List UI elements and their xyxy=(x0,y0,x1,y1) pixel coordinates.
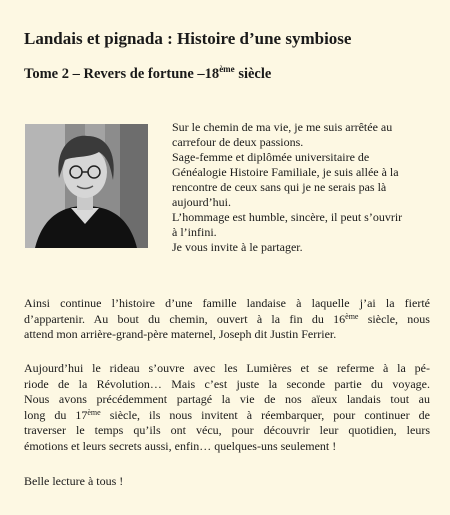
paragraph-line: Aujourd’hui le rideau s’ouvre avec les Lumières et se referme à la pé- xyxy=(24,361,430,375)
paragraph-line: émotions et leurs secrets aussi, enfin… quelques-uns seulement ! xyxy=(24,438,337,453)
paragraph-line xyxy=(24,312,430,328)
subtitle-prefix: Tome 2 – Revers de fortune –18 xyxy=(24,66,220,82)
closing-line: Belle lecture à tous ! xyxy=(24,474,124,488)
paragraph-text: long du 17 xyxy=(24,407,88,422)
intro-line: Sur le chemin de ma vie, je me suis arrêtée au xyxy=(172,120,393,134)
paragraph-line: attend mon arrière-grand-père maternel, Joseph dit Justin Ferrier. xyxy=(24,327,337,341)
intro-line: carrefour de deux passions. xyxy=(172,135,304,149)
intro-line: Généalogie Histoire Familiale, je suis allée à la xyxy=(172,165,399,179)
paragraph-line: Nous avons précédemment partagé la vie de nos aïeux landais tout au xyxy=(24,392,430,406)
book-subtitle xyxy=(24,64,434,84)
paragraph-line xyxy=(24,408,430,424)
paragraph-family-history xyxy=(24,296,430,343)
intro-line: L’hommage est humble, sincère, il peut s’ouvrir xyxy=(172,210,403,224)
superscript: ème xyxy=(345,311,359,321)
paragraph-text: siècle, nous xyxy=(358,311,430,326)
intro-line: rencontre de ceux sans qui je ne serais pas là xyxy=(172,180,387,194)
paragraph-text: siècle, ils nous invitent à réembarquer, pour continuer de xyxy=(100,407,430,422)
paragraph-line: riode de la Révolution… Mais c’est juste la seconde partie du voyage. xyxy=(24,376,430,391)
author-portrait-image xyxy=(25,124,148,248)
paragraph-line: traverser le temps qu’ils ont vécu, pour découvrir leur quotidien, leurs xyxy=(24,423,430,437)
paragraph-line: Ainsi continue l’histoire d’une famille landaise à laquelle j’ai la fierté xyxy=(24,296,430,310)
paragraph-journey xyxy=(24,361,430,454)
superscript: ème xyxy=(87,407,101,417)
intro-line: Sage-femme et diplômée universitaire de xyxy=(172,150,370,164)
author-introduction xyxy=(172,120,434,255)
paragraph-text: d’appartenir. Au bout du chemin, ouvert à la fin du 16 xyxy=(24,311,346,326)
book-title: Landais et pignada : Histoire d’une symbiose xyxy=(24,29,352,48)
subtitle-superscript: ème xyxy=(219,64,235,74)
subtitle-suffix: siècle xyxy=(234,66,272,82)
author-photo xyxy=(25,124,148,248)
intro-line: Je vous invite à le partager. xyxy=(172,240,303,254)
intro-line: à l’infini. xyxy=(172,225,217,239)
intro-line: aujourd’hui. xyxy=(172,195,231,209)
